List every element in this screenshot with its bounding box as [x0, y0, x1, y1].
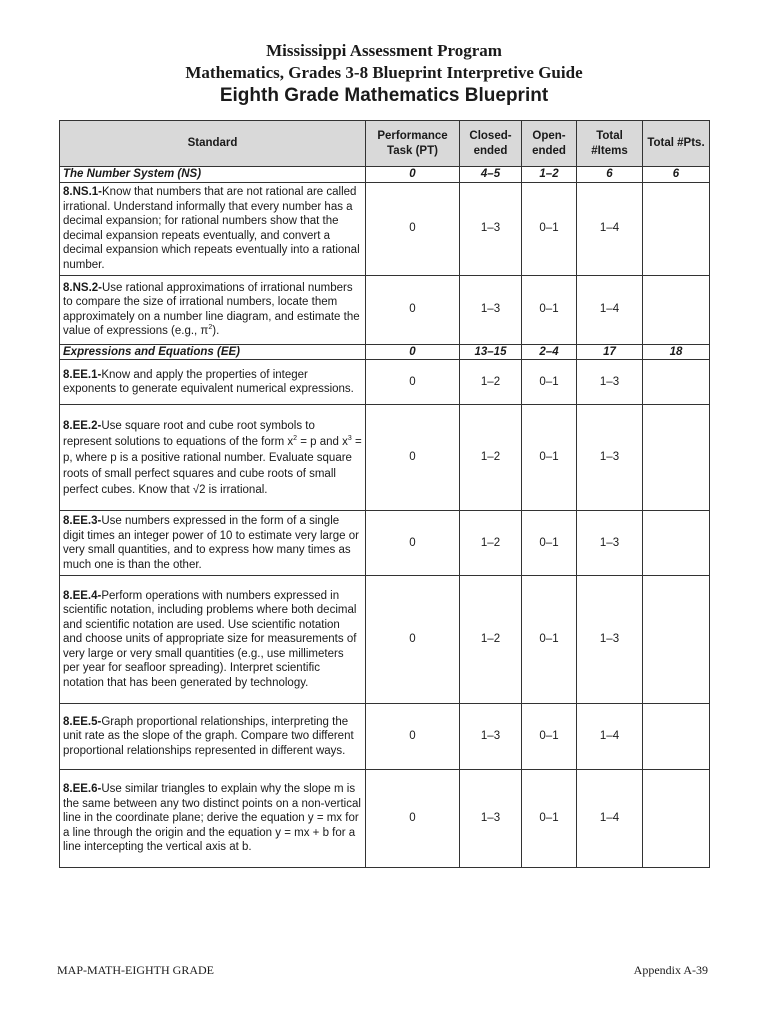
footer-page-number: Appendix A-39	[633, 963, 708, 977]
closed-cell: 1–3	[460, 182, 522, 275]
standard-code: 8.EE.2-	[63, 419, 102, 432]
open-cell: 0–1	[522, 360, 577, 405]
open-cell: 0–1	[522, 770, 577, 868]
table-row	[60, 182, 710, 275]
domain-row	[60, 344, 710, 360]
standard-text: Use similar triangles to explain why the slope m is the same between any two distinct points on a non-vertical line in the coordinate plane; derive the equation y = mx for a line through the origin and the equation y = mx + b for a line intercepting the vertical axis at b.	[63, 783, 361, 854]
standard-text: Know and apply the properties of integer exponents to generate equivalent numerical expressions.	[63, 368, 354, 395]
closed-cell: 1–2	[460, 576, 522, 704]
points-cell	[643, 511, 710, 576]
closed-cell: 1–3	[460, 770, 522, 868]
standard-text-end: ).	[212, 325, 220, 337]
items-cell: 1–3	[577, 405, 643, 511]
standard-cell	[60, 360, 366, 405]
closed-cell: 1–2	[460, 360, 522, 405]
items-cell: 1–3	[577, 511, 643, 576]
standard-text: Use numbers expressed in the form of a single digit times an integer power of 10 to estimate very large or very small quantities, and to express how many times as much one is than the other.	[63, 515, 359, 571]
page-header	[0, 40, 768, 108]
table-row	[60, 704, 710, 770]
pt-cell: 0	[366, 275, 460, 344]
domain-points: 6	[643, 167, 710, 183]
standard-code: 8.EE.6-	[63, 783, 102, 796]
standard-code: 8.NS.2-	[63, 281, 102, 294]
standard-code: 8.EE.4-	[63, 589, 102, 602]
points-cell	[643, 360, 710, 405]
standard-code: 8.NS.1-	[63, 186, 102, 198]
domain-open: 1–2	[522, 167, 577, 183]
standard-cell	[60, 704, 366, 770]
domain-row	[60, 167, 710, 183]
points-cell	[643, 770, 710, 868]
open-cell: 0–1	[522, 576, 577, 704]
items-cell: 1–3	[577, 360, 643, 405]
table-row	[60, 360, 710, 405]
open-cell: 0–1	[522, 182, 577, 275]
closed-cell: 1–3	[460, 704, 522, 770]
points-cell	[643, 275, 710, 344]
domain-name: The Number System (NS)	[60, 167, 366, 183]
closed-cell: 1–2	[460, 405, 522, 511]
open-cell: 0–1	[522, 511, 577, 576]
col-header-total-points: Total #Pts.	[643, 121, 710, 167]
standard-cell	[60, 511, 366, 576]
open-cell: 0–1	[522, 275, 577, 344]
superscript: 2	[208, 324, 213, 332]
domain-pt: 0	[366, 344, 460, 360]
standard-text: Know that numbers that are not rational are called irrational. Understand informally that every number has a decimal expansion; for rational numbers show that the decimal expansion repeats eventually, and convert a decimal expansion which repeats eventually into a rational number.	[63, 186, 360, 271]
points-cell	[643, 182, 710, 275]
standard-cell	[60, 576, 366, 704]
table-row	[60, 511, 710, 576]
items-cell: 1–4	[577, 182, 643, 275]
points-cell	[643, 704, 710, 770]
col-header-total-items: Total #Items	[577, 121, 643, 167]
superscript: 2	[293, 434, 298, 442]
standard-text: Use rational approximations of irrational numbers to compare the size of irrational numbers, locate them approximately on a number line diagram, and estimate the value of expressions (e.g., π	[63, 281, 360, 337]
pt-cell: 0	[366, 576, 460, 704]
superscript: 3	[347, 434, 352, 442]
standard-code: 8.EE.1-	[63, 368, 102, 381]
standard-code: 8.EE.3-	[63, 515, 102, 527]
table-header-row	[60, 121, 710, 167]
standard-text-mid: = p and x	[297, 435, 348, 448]
col-header-open-ended: Open-ended	[522, 121, 577, 167]
domain-items: 17	[577, 344, 643, 360]
domain-closed: 13–15	[460, 344, 522, 360]
standard-cell	[60, 770, 366, 868]
domain-name: Expressions and Equations (EE)	[60, 344, 366, 360]
standard-text-end: = p, where p is a positive rational number. Evaluate square roots of small perfect squares and cube roots of small perfect cubes. Know that √2 is irrational.	[63, 435, 362, 496]
guide-title: Mathematics, Grades 3-8 Blueprint Interpretive Guide	[185, 63, 583, 82]
pt-cell: 0	[366, 182, 460, 275]
program-title: Mississippi Assessment Program	[266, 41, 502, 60]
standard-text: Graph proportional relationships, interpreting the unit rate as the slope of the graph. Compare two different proportional relationships represented in different ways.	[63, 715, 354, 757]
standard-text: Perform operations with numbers expressed in scientific notation, including problems where both decimal and scientific notation are used. Use scientific notation and choose units of appropriate size for measurements of very large or very small quantities (e.g., use millimeters per year for seafloor spreading). Interpret scientific notation that has been generated by technology.	[63, 589, 357, 689]
col-header-standard: Standard	[60, 121, 366, 167]
pt-cell: 0	[366, 704, 460, 770]
standard-cell	[60, 405, 366, 511]
table-row	[60, 405, 710, 511]
closed-cell: 1–3	[460, 275, 522, 344]
pt-cell: 0	[366, 405, 460, 511]
col-header-performance-task: Performance Task (PT)	[366, 121, 460, 167]
items-cell: 1–4	[577, 275, 643, 344]
points-cell	[643, 405, 710, 511]
domain-open: 2–4	[522, 344, 577, 360]
domain-items: 6	[577, 167, 643, 183]
table-row	[60, 576, 710, 704]
standard-text: Use square root and cube root symbols to represent solutions to equations of the form x	[63, 419, 315, 448]
items-cell: 1–4	[577, 704, 643, 770]
standard-code: 8.EE.5-	[63, 715, 102, 728]
table-row	[60, 770, 710, 868]
col-header-closed-ended: Closed-ended	[460, 121, 522, 167]
open-cell: 0–1	[522, 704, 577, 770]
pt-cell: 0	[366, 360, 460, 405]
closed-cell: 1–2	[460, 511, 522, 576]
standard-cell	[60, 182, 366, 275]
domain-pt: 0	[366, 167, 460, 183]
items-cell: 1–4	[577, 770, 643, 868]
points-cell	[643, 576, 710, 704]
blueprint-title: Eighth Grade Mathematics Blueprint	[219, 85, 549, 106]
domain-closed: 4–5	[460, 167, 522, 183]
blueprint-table	[59, 120, 710, 868]
standard-cell	[60, 275, 366, 344]
domain-points: 18	[643, 344, 710, 360]
items-cell: 1–3	[577, 576, 643, 704]
pt-cell: 0	[366, 770, 460, 868]
pt-cell: 0	[366, 511, 460, 576]
open-cell: 0–1	[522, 405, 577, 511]
table-row	[60, 275, 710, 344]
footer-document-id: MAP-MATH-EIGHTH GRADE	[57, 963, 214, 977]
